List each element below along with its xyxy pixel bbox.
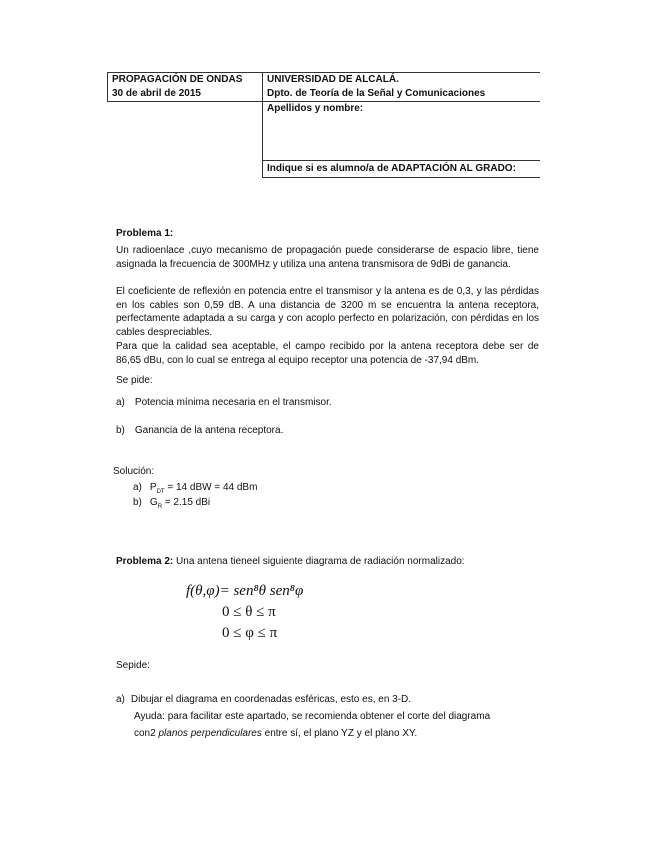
name-field[interactable] — [267, 118, 537, 158]
solution-a — [133, 482, 257, 495]
exam-date: 30 de abril de 2015 — [112, 88, 201, 99]
marker: a) — [116, 694, 125, 705]
subscript: R — [157, 504, 163, 510]
solution-text: = 2.15 dBi — [162, 497, 211, 508]
question-text: Dibujar el diagrama en coordenadas esféricas, esto es, en 3-D. — [130, 694, 412, 705]
range-theta: 0 ≤ θ ≤ π — [222, 604, 276, 620]
marker: a) — [116, 397, 125, 408]
question-text: Ganancia de la antena receptora. — [134, 425, 284, 436]
marker: a) — [133, 482, 142, 493]
problem2-header — [116, 556, 465, 567]
solution-text: = 14 dBW = 44 dBm — [164, 482, 258, 493]
problem2-title: Problema 2: — [116, 556, 174, 567]
question-text: Potencia mínima necesaria en el transmisor. — [134, 397, 332, 408]
problem1-paragraph: Para que la calidad sea aceptable, el campo recibido por la antena receptora debe ser de 86,65 dBu, con lo cual se entrega al equipo receptor una potencia de -37,94 dBm. — [116, 341, 539, 366]
adaptation-label: Indique si es alumno/a de ADAPTACIÓN AL GRADO: — [267, 163, 516, 174]
department: Dpto. de Teoría de la Señal y Comunicaciones — [267, 88, 486, 99]
course-title: PROPAGACIÓN DE ONDAS — [112, 74, 243, 85]
solution-b — [133, 497, 210, 510]
hint-italic: planos perpendiculares — [158, 728, 262, 739]
marker: b) — [116, 425, 125, 436]
problem1-title: Problema 1: — [116, 228, 174, 239]
problem2-intro: Una antena tieneel siguiente diagrama de radiación normalizado: — [176, 556, 465, 567]
hint-text: entre sí, el plano YZ y el plano XY. — [261, 728, 418, 739]
name-label: Apellidos y nombre: — [267, 103, 364, 114]
subscript: DT — [156, 489, 165, 495]
hint-text: con2 — [134, 728, 159, 739]
problem2-question-a — [116, 694, 411, 705]
university: UNIVERSIDAD DE ALCALÁ. — [267, 74, 399, 85]
problem2-ask: Sepide: — [116, 660, 150, 671]
question-b — [116, 425, 283, 436]
hint-line1: Ayuda: para facilitar este apartado, se recomienda obtener el corte del diagrama — [134, 711, 491, 722]
problem1-paragraph: Un radioenlace ,cuyo mecanismo de propagación puede considerarse de espacio libre, tiene asignada la frecuencia de 300MHz y utiliza una antena transmisora de 9dBi de ganancia. — [116, 245, 539, 270]
divider — [262, 160, 540, 161]
solution-label: Solución: — [113, 466, 155, 477]
question-a — [116, 397, 332, 408]
formula: f(θ,φ)= sen⁸θ sen⁸φ — [186, 583, 304, 599]
range-phi: 0 ≤ φ ≤ π — [222, 625, 278, 641]
problem1-paragraph: El coeficiente de reflexión en potencia entre el transmisor y la antena es de 0,3, y las pérdidas en los cables son 0,59 dB. A una distancia de 3200 m se encuentra la antena receptora, perfectamente adaptada a su carga y con acoplo perfecto en polarización, con pérdidas en los cables despreciables. — [116, 286, 539, 338]
problem1-ask: Se pide: — [116, 375, 153, 386]
symbol: G — [149, 497, 158, 508]
divider — [107, 101, 262, 102]
marker: b) — [133, 497, 142, 508]
symbol: P — [149, 482, 157, 493]
hint-line2 — [134, 728, 417, 739]
divider — [262, 177, 540, 178]
